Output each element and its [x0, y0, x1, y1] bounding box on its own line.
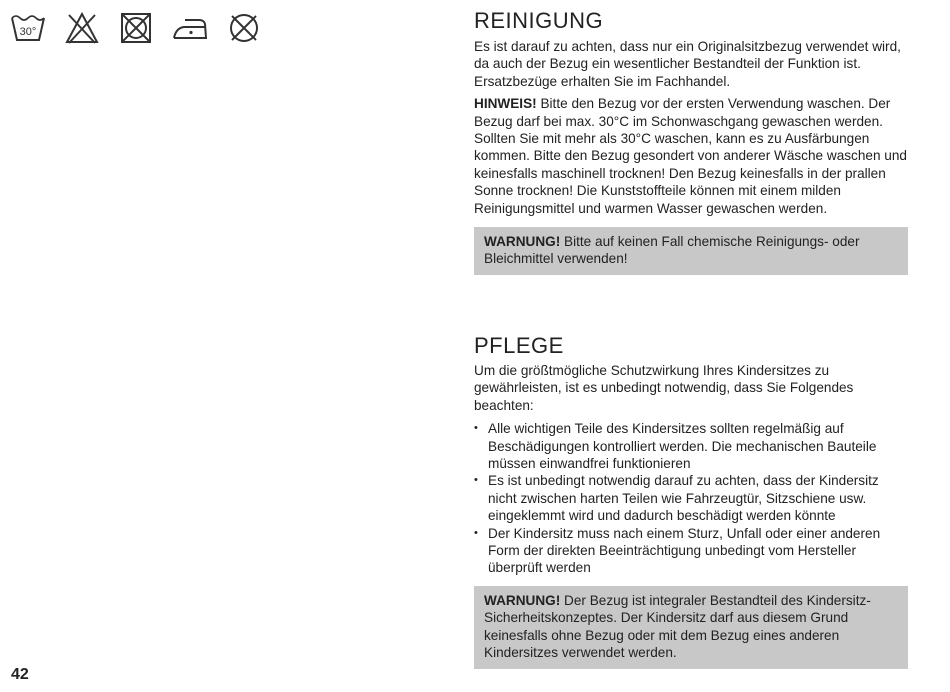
page-number: 42: [11, 666, 29, 683]
cleaning-heading: REINIGUNG: [474, 8, 604, 33]
wash-30-icon: [10, 10, 46, 46]
list-item: • Alle wichtigen Teile des Kindersitzes sollten regelmäßig auf Beschädigungen kontrolliert werden. Die mechanischen Bauteile müssen einwandfrei funktionieren: [474, 420, 908, 472]
note-text: Bitte den Bezug vor der ersten Verwendung waschen. Der Bezug darf bei max. 30°C im Schonwaschgang gewaschen werden. Sollten Sie mit mehr als 30°C waschen, kann es zu Ausfärbungen kommen. Bitte den Bezug gesondert von anderer Wäsche waschen und keinesfalls maschinell trocknen! Den Bezug keinesfalls in der prallen Sonne trocknen! Die Kunststoffteile können mit einem milden Reinigungsmittel und warmen Wasser gewaschen werden.: [474, 96, 907, 216]
list-item: • Der Kindersitz muss nach einem Sturz, Unfall oder einer anderen Form der direkten Beeinträchtigung unbedingt vom Hersteller überprüft werden: [474, 525, 908, 577]
svg-text:30°: 30°: [19, 26, 37, 38]
warning-text: Der Bezug ist integraler Bestandteil des Kindersitz-Sicherheitskonzeptes. Der Kindersitz darf aus diesem Grund keinesfalls ohne Bezug oder mit dem Bezug eines anderen Kindersitzes verwendet werden.: [484, 592, 871, 661]
no-dry-clean-icon: [226, 10, 262, 46]
warning-label: WARNUNG!: [484, 234, 561, 250]
care-intro: Um die größtmögliche Schutzwirkung Ihres Kindersitzes zu gewährleisten, ist es unbedingt notwendig, dass Sie Folgendes beachten:: [474, 363, 854, 413]
cleaning-note: [474, 95, 908, 217]
care-symbols: [10, 10, 262, 46]
care-warning-box: [474, 586, 908, 669]
warning-label: WARNUNG!: [484, 592, 561, 608]
no-bleach-icon: [64, 10, 100, 46]
list-item: • Es ist unbedingt notwendig darauf zu achten, dass der Kindersitz nicht zwischen harten Teilen wie Fahrzeugtür, Sitzschiene usw. eingeklemmt wird und dadurch beschädigt werden könnte: [474, 472, 908, 524]
cleaning-warning-box: [474, 227, 908, 275]
care-section: [474, 333, 908, 669]
care-heading: PFLEGE: [474, 333, 564, 358]
no-tumble-dry-icon: [118, 10, 154, 46]
warning-text: Bitte auf keinen Fall chemische Reinigungs- oder Bleichmittel verwenden!: [484, 234, 860, 267]
iron-low-icon: [172, 10, 208, 46]
note-label: HINWEIS!: [474, 96, 537, 112]
care-list: [474, 420, 908, 577]
cleaning-intro: Es ist darauf zu achten, dass nur ein Originalsitzbezug verwendet wird, da auch der Bezug ein wesentlicher Bestandteil der Funktion ist. Ersatzbezüge erhalten Sie im Fachhandel.: [474, 39, 901, 89]
cleaning-section: [474, 8, 908, 275]
